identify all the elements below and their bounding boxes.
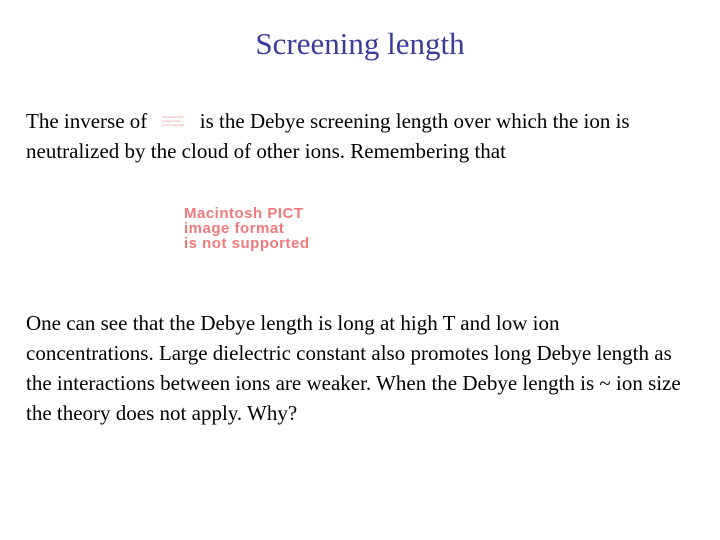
placeholder-line-3: is not supported [184,235,310,252]
slide-title: Screening length [255,26,465,61]
placeholder-line-1: Macintosh PICT [184,205,304,222]
paragraph-conclusion: One can see that the Debye length is long at high T and low ion concentrations. Large dielectric constant also promotes long Debye length as the interactions between ions are weaker. When the Debye length is ~ ion size the theory does not apply. Why? [26,311,681,425]
intro-text-before: The inverse of [26,109,148,133]
intro-text-after: is the Debye screening length over which the ion is neutralized by the cloud of other ions. Remembering that [26,109,630,163]
inline-formula-placeholder-text: Macintosh PICT image format is not supported [162,115,184,127]
paragraph-intro [26,106,686,166]
inline-formula-image [157,110,191,132]
unsupported-image-placeholder [180,206,370,260]
placeholder-line-2: image format [184,220,285,237]
